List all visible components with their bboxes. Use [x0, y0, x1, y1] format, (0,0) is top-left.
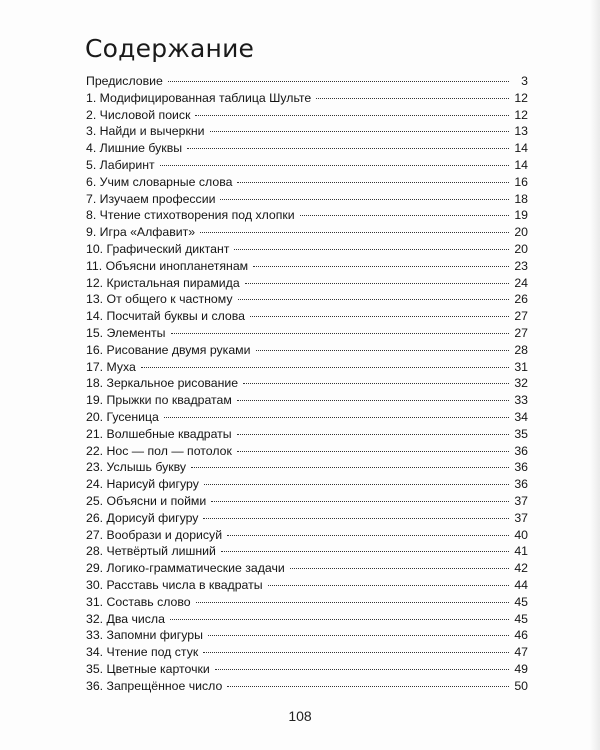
toc-entry-label: 11. Объясни инопланетянам [86, 258, 249, 273]
toc-entry [86, 392, 528, 409]
toc-entry [86, 140, 528, 157]
toc-dot-leader [187, 148, 509, 149]
toc-entry-page: 37 [514, 493, 528, 508]
toc-entry-label: 12. Кристальная пирамида [86, 275, 240, 290]
toc-entry-label: 26. Дорисуй фигуру [86, 510, 199, 525]
toc-entry-page: 34 [514, 409, 528, 424]
toc-entry-label: 31. Составь слово [86, 594, 191, 609]
toc-dot-leader [220, 199, 509, 200]
toc-entry-label: 17. Муха [86, 359, 136, 374]
toc-entry-label: 33. Запомни фигуры [86, 628, 203, 643]
toc-entry [86, 661, 528, 678]
toc-entry-label: 6. Учим словарные слова [86, 174, 233, 189]
toc-dot-leader [210, 131, 509, 132]
toc-entry-page: 28 [514, 342, 528, 357]
toc-entry-label: 14. Посчитай буквы и слова [86, 309, 246, 324]
toc-entry-page: 49 [514, 661, 528, 676]
toc-entry [86, 644, 528, 661]
toc-entry-page: 47 [514, 645, 528, 660]
toc-dot-leader [268, 585, 509, 586]
toc-entry [86, 510, 528, 527]
toc-entry [86, 409, 528, 426]
toc-entry [86, 577, 528, 594]
toc-dot-leader [316, 98, 509, 99]
toc-entry-page: 23 [514, 258, 528, 273]
toc-entry-label: 23. Услышь букву [86, 460, 187, 475]
toc-entry-page: 41 [514, 544, 528, 559]
toc-entry-label: 21. Волшебные квадраты [86, 426, 232, 441]
toc-entry-label: 25. Объясни и пойми [86, 493, 207, 508]
toc-entry [86, 191, 528, 208]
toc-dot-leader [243, 383, 509, 384]
toc-entry-label: 4. Лишние буквы [86, 141, 183, 156]
toc-dot-leader [290, 568, 509, 569]
toc-dot-leader [170, 619, 509, 620]
page-title: Содержание [85, 34, 255, 63]
toc-entry [86, 375, 528, 392]
toc-dot-leader [208, 635, 509, 636]
toc-entry-page: 32 [514, 376, 528, 391]
toc-entry-label: 8. Чтение стихотворения под хлопки [86, 208, 295, 223]
toc-dot-leader [164, 417, 509, 418]
toc-entry-page: 20 [514, 225, 528, 240]
toc-entry-page: 14 [514, 141, 528, 156]
toc-dot-leader [141, 367, 509, 368]
toc-entry [86, 258, 528, 275]
toc-entry-page: 45 [514, 594, 528, 609]
toc-entry [86, 308, 528, 325]
toc-entry-page: 46 [514, 628, 528, 643]
toc-dot-leader [203, 518, 509, 519]
toc-entry [86, 325, 528, 342]
toc-entry-page: 44 [514, 577, 528, 592]
toc-entry-page: 45 [514, 611, 528, 626]
toc-entry [86, 543, 528, 560]
toc-entry [86, 426, 528, 443]
toc-entry [86, 627, 528, 644]
toc-entry-label: 10. Графический диктант [86, 241, 230, 256]
toc-dot-leader [196, 602, 509, 603]
toc-entry [86, 594, 528, 611]
toc-entry-label: 30. Расставь числа в квадраты [86, 577, 263, 592]
toc-dot-leader [237, 182, 509, 183]
toc-dot-leader [253, 266, 509, 267]
toc-dot-leader [238, 299, 510, 300]
toc-entry-page: 19 [514, 208, 528, 223]
toc-entry-label: 13. От общего к частному [86, 292, 233, 307]
toc-entry-page: 50 [514, 678, 528, 693]
toc-dot-leader [204, 484, 509, 485]
toc-entry [86, 678, 528, 695]
toc-entry [86, 611, 528, 628]
toc-entry [86, 90, 528, 107]
toc-entry-page: 12 [514, 90, 528, 105]
toc-entry-page: 31 [514, 359, 528, 374]
toc-entry-page: 20 [514, 241, 528, 256]
toc-entry-label: 34. Чтение под стук [86, 645, 199, 660]
toc-entry-label: 36. Запрещённое число [86, 678, 223, 693]
toc-entry-page: 33 [514, 393, 528, 408]
toc-entry-page: 36 [514, 477, 528, 492]
toc-entry [86, 359, 528, 376]
toc-entry-label: 29. Логико-грамматические задачи [86, 561, 285, 576]
toc-dot-leader [245, 283, 509, 284]
toc-entry [86, 291, 528, 308]
toc-dot-leader [250, 316, 509, 317]
toc-entry-page: 35 [514, 426, 528, 441]
toc-dot-leader [215, 669, 509, 670]
toc-entry [86, 207, 528, 224]
toc-entry-page: 18 [514, 191, 528, 206]
toc-entry-label: 22. Нос — пол — потолок [86, 443, 232, 458]
toc-entry-label: 18. Зеркальное рисование [86, 376, 239, 391]
toc-entry-label: 15. Элементы [86, 325, 166, 340]
toc-dot-leader [211, 501, 509, 502]
toc-entry-label: 2. Числовой поиск [86, 107, 191, 122]
toc-entry [86, 476, 528, 493]
toc-dot-leader [300, 215, 509, 216]
toc-entry [86, 123, 528, 140]
toc-entry-page: 36 [514, 460, 528, 475]
toc-entry-label: 20. Гусеница [86, 409, 159, 424]
toc-entry-page: 13 [514, 124, 528, 139]
toc-dot-leader [168, 81, 509, 82]
toc-entry [86, 107, 528, 124]
toc-entry-label: 24. Нарисуй фигуру [86, 477, 199, 492]
toc-entry-page: 24 [514, 275, 528, 290]
toc-dot-leader [256, 350, 510, 351]
toc-dot-leader [237, 434, 509, 435]
toc-dot-leader [237, 451, 509, 452]
toc-entry [86, 560, 528, 577]
toc-entry-page: 27 [514, 325, 528, 340]
toc-entry [86, 73, 528, 90]
toc-entry-label: 9. Игра «Алфавит» [86, 225, 196, 240]
toc-dot-leader [171, 333, 509, 334]
toc-dot-leader [227, 686, 509, 687]
toc-entry [86, 275, 528, 292]
toc-dot-leader [237, 400, 509, 401]
page-edge-shadow [590, 0, 600, 750]
toc-dot-leader [200, 232, 509, 233]
toc-dot-leader [191, 467, 509, 468]
toc-entry-label: 3. Найди и вычеркни [86, 124, 205, 139]
toc-dot-leader [227, 535, 509, 536]
toc-entry [86, 443, 528, 460]
toc-entry-label: 7. Изучаем профессии [86, 191, 216, 206]
toc-entry-page: 37 [514, 510, 528, 525]
toc-entry [86, 157, 528, 174]
toc-entry [86, 241, 528, 258]
toc-entry-label: 28. Четвёртый лишний [86, 544, 216, 559]
toc-entry-label: 35. Цветные карточки [86, 661, 210, 676]
toc-entry [86, 174, 528, 191]
toc-entry-page: 27 [514, 309, 528, 324]
toc-dot-leader [234, 249, 509, 250]
page-number: 108 [288, 708, 312, 724]
toc-entry [86, 527, 528, 544]
toc-entry-page: 3 [521, 74, 528, 88]
toc-entry-page: 36 [514, 443, 528, 458]
toc-entry-label: Предисловие [86, 74, 163, 88]
table-of-contents [86, 73, 528, 694]
toc-entry-label: 27. Вообрази и дорисуй [86, 527, 223, 542]
toc-entry [86, 342, 528, 359]
toc-entry-label: 5. Лабиринт [86, 157, 155, 172]
toc-dot-leader [160, 165, 509, 166]
toc-entry-label: 1. Модифицированная таблица Шульте [86, 90, 312, 105]
toc-entry-page: 12 [514, 107, 528, 122]
toc-entry-page: 40 [514, 527, 528, 542]
toc-entry-label: 32. Два числа [86, 611, 165, 626]
toc-entry-label: 16. Рисование двумя руками [86, 342, 251, 357]
toc-entry-page: 42 [514, 561, 528, 576]
toc-dot-leader [203, 652, 509, 653]
toc-entry [86, 224, 528, 241]
toc-entry-page: 16 [514, 174, 528, 189]
toc-dot-leader [221, 551, 509, 552]
toc-entry [86, 493, 528, 510]
toc-entry [86, 459, 528, 476]
toc-entry-page: 26 [514, 292, 528, 307]
toc-entry-page: 14 [514, 157, 528, 172]
toc-dot-leader [195, 115, 509, 116]
toc-entry-label: 19. Прыжки по квадратам [86, 393, 232, 408]
